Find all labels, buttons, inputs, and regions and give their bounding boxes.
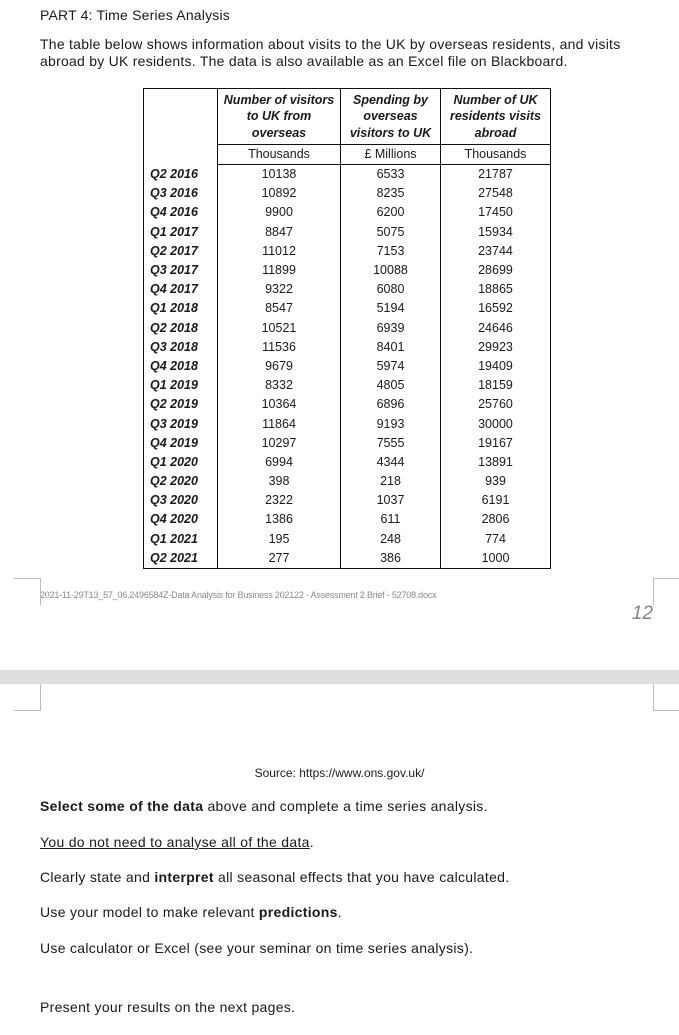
visitors-cell: 11864 xyxy=(218,414,341,433)
table-body xyxy=(144,165,551,569)
table-row xyxy=(144,453,551,472)
table-row xyxy=(144,203,551,222)
crop-mark-top-left xyxy=(14,684,41,711)
quarter-label: Q1 2017 xyxy=(150,224,198,239)
document-filename-footer: 2021-11-29T13_57_06.2496584Z-Data Analysis for Business 202122 - Assessment 2 Brief - 52708.docx xyxy=(40,590,437,600)
spending-cell: 248 xyxy=(341,530,441,549)
quarter-label: Q3 2020 xyxy=(150,493,198,508)
spending-cell: 9193 xyxy=(341,414,441,433)
table-row xyxy=(144,414,551,433)
spending-cell: 6939 xyxy=(341,319,441,338)
uk-abroad-cell: 774 xyxy=(441,530,551,549)
header-uk-abroad: Number of UK residents visits abroad xyxy=(441,89,551,145)
instruction-seasonal-bold: interpret xyxy=(154,869,214,885)
uk-abroad-cell: 27548 xyxy=(441,184,551,203)
spending-cell: 8401 xyxy=(341,338,441,357)
source-note: Source: https://www.ons.gov.uk/ xyxy=(254,766,425,780)
quarter-label: Q3 2018 xyxy=(150,339,198,354)
uk-abroad-cell: 17450 xyxy=(441,203,551,222)
uk-abroad-cell: 6191 xyxy=(441,491,551,510)
instruction-predictions xyxy=(40,904,342,920)
page-gap xyxy=(0,670,679,684)
section-heading: PART 4: Time Series Analysis xyxy=(40,7,231,23)
instruction-not-all xyxy=(40,834,314,850)
quarter-label: Q2 2019 xyxy=(150,397,198,412)
visitors-cell: 9322 xyxy=(218,280,341,299)
uk-abroad-cell: 30000 xyxy=(441,414,551,433)
quarter-label: Q4 2019 xyxy=(150,435,198,450)
quarter-label: Q2 2020 xyxy=(150,474,198,489)
instruction-not-all-underlined: You do not need to analyse all of the data xyxy=(40,834,310,850)
quarter-label: Q2 2021 xyxy=(150,550,198,565)
spending-cell: 5974 xyxy=(341,357,441,376)
spending-cell: 6200 xyxy=(341,203,441,222)
table-row xyxy=(144,319,551,338)
unit-uk-abroad: Thousands xyxy=(441,145,551,165)
table-row xyxy=(144,299,551,318)
visitors-cell: 2322 xyxy=(218,491,341,510)
visitors-cell: 10521 xyxy=(218,319,341,338)
table-row xyxy=(144,242,551,261)
spending-cell: 10088 xyxy=(341,261,441,280)
uk-abroad-cell: 19167 xyxy=(441,434,551,453)
quarter-label: Q1 2018 xyxy=(150,301,198,316)
quarter-label: Q1 2019 xyxy=(150,378,198,393)
instruction-seasonal-pre: Clearly state and xyxy=(40,869,155,885)
instruction-select-data xyxy=(40,798,488,814)
instruction-predictions-bold: predictions xyxy=(258,904,338,920)
instruction-seasonal xyxy=(40,869,509,885)
header-visitors: Number of visitors to UK from overseas xyxy=(218,89,341,145)
table-row xyxy=(144,510,551,529)
spending-cell: 1037 xyxy=(341,491,441,510)
visitors-cell: 8332 xyxy=(218,376,341,395)
quarter-label: Q2 2016 xyxy=(150,166,198,181)
uk-abroad-cell: 19409 xyxy=(441,357,551,376)
spending-cell: 5075 xyxy=(341,223,441,242)
instruction-select-data-rest: above and complete a time series analysis. xyxy=(203,798,488,814)
uk-abroad-cell: 29923 xyxy=(441,338,551,357)
table-row xyxy=(144,280,551,299)
spending-cell: 6533 xyxy=(341,165,441,185)
quarter-label: Q3 2016 xyxy=(150,186,198,201)
unit-visitors: Thousands xyxy=(218,145,341,165)
visitors-cell: 11899 xyxy=(218,261,341,280)
table-header-row xyxy=(144,89,551,145)
table-row xyxy=(144,165,551,185)
quarter-label: Q1 2021 xyxy=(150,531,198,546)
uk-abroad-cell: 18159 xyxy=(441,376,551,395)
visitors-cell: 9679 xyxy=(218,357,341,376)
uk-abroad-cell: 13891 xyxy=(441,453,551,472)
quarter-label: Q2 2018 xyxy=(150,320,198,335)
instruction-select-data-bold: Select some of the data xyxy=(40,798,204,814)
table-row xyxy=(144,261,551,280)
instruction-tools: Use calculator or Excel (see your seminar on time series analysis). xyxy=(40,940,474,956)
table-row xyxy=(144,530,551,549)
visitors-cell: 11536 xyxy=(218,338,341,357)
uk-abroad-cell: 21787 xyxy=(441,165,551,185)
table-row xyxy=(144,338,551,357)
table-row xyxy=(144,434,551,453)
uk-abroad-cell: 28699 xyxy=(441,261,551,280)
uk-abroad-cell: 18865 xyxy=(441,280,551,299)
page-number: 12 xyxy=(631,603,653,624)
visitors-cell: 8847 xyxy=(218,223,341,242)
crop-mark-top-right xyxy=(653,684,679,711)
quarter-label: Q4 2018 xyxy=(150,358,198,373)
instruction-seasonal-rest: all seasonal effects that you have calculated. xyxy=(213,869,510,885)
table-row xyxy=(144,376,551,395)
spending-cell: 7153 xyxy=(341,242,441,261)
instruction-predictions-rest: . xyxy=(337,904,342,920)
crop-mark-bottom-right xyxy=(653,578,679,605)
uk-abroad-cell: 16592 xyxy=(441,299,551,318)
table-row xyxy=(144,472,551,491)
spending-cell: 4805 xyxy=(341,376,441,395)
visitors-cell: 10138 xyxy=(218,165,341,185)
spending-cell: 4344 xyxy=(341,453,441,472)
table-row xyxy=(144,491,551,510)
visitors-cell: 10892 xyxy=(218,184,341,203)
uk-abroad-cell: 24646 xyxy=(441,319,551,338)
instruction-present: Present your results on the next pages. xyxy=(40,999,296,1015)
spending-cell: 7555 xyxy=(341,434,441,453)
quarter-label: Q3 2017 xyxy=(150,263,198,278)
spending-cell: 5194 xyxy=(341,299,441,318)
quarter-label: Q4 2017 xyxy=(150,282,198,297)
visits-data-table xyxy=(143,88,551,569)
quarter-label: Q4 2016 xyxy=(150,205,198,220)
header-spending: Spending by overseas visitors to UK xyxy=(341,89,441,145)
uk-abroad-cell: 939 xyxy=(441,472,551,491)
visitors-cell: 9900 xyxy=(218,203,341,222)
visitors-cell: 11012 xyxy=(218,242,341,261)
table-row xyxy=(144,223,551,242)
visitors-cell: 6994 xyxy=(218,453,341,472)
spending-cell: 611 xyxy=(341,510,441,529)
table-row xyxy=(144,549,551,569)
spending-cell: 6080 xyxy=(341,280,441,299)
spending-cell: 386 xyxy=(341,549,441,569)
visitors-cell: 1386 xyxy=(218,510,341,529)
uk-abroad-cell: 23744 xyxy=(441,242,551,261)
uk-abroad-cell: 15934 xyxy=(441,223,551,242)
visitors-cell: 277 xyxy=(218,549,341,569)
instruction-predictions-pre: Use your model to make relevant xyxy=(40,904,259,920)
intro-paragraph: The table below shows information about visits to the UK by overseas residents, and visits abroad by UK residents. The data is also available as an Excel file on Blackboard. xyxy=(40,36,621,69)
visitors-cell: 8547 xyxy=(218,299,341,318)
quarter-label: Q2 2017 xyxy=(150,243,198,258)
table-row xyxy=(144,395,551,414)
spending-cell: 218 xyxy=(341,472,441,491)
uk-abroad-cell: 25760 xyxy=(441,395,551,414)
visitors-cell: 195 xyxy=(218,530,341,549)
visitors-cell: 10297 xyxy=(218,434,341,453)
spending-cell: 6896 xyxy=(341,395,441,414)
table-row xyxy=(144,357,551,376)
uk-abroad-cell: 2806 xyxy=(441,510,551,529)
quarter-label: Q3 2019 xyxy=(150,416,198,431)
visitors-cell: 10364 xyxy=(218,395,341,414)
unit-spending: £ Millions xyxy=(341,145,441,165)
instruction-not-all-end: . xyxy=(309,834,314,850)
table-row xyxy=(144,184,551,203)
quarter-label: Q4 2020 xyxy=(150,512,198,527)
quarter-label: Q1 2020 xyxy=(150,454,198,469)
spending-cell: 8235 xyxy=(341,184,441,203)
visitors-cell: 398 xyxy=(218,472,341,491)
uk-abroad-cell: 1000 xyxy=(441,549,551,569)
crop-mark-bottom-left xyxy=(14,578,41,605)
table-corner-cell xyxy=(144,89,218,165)
